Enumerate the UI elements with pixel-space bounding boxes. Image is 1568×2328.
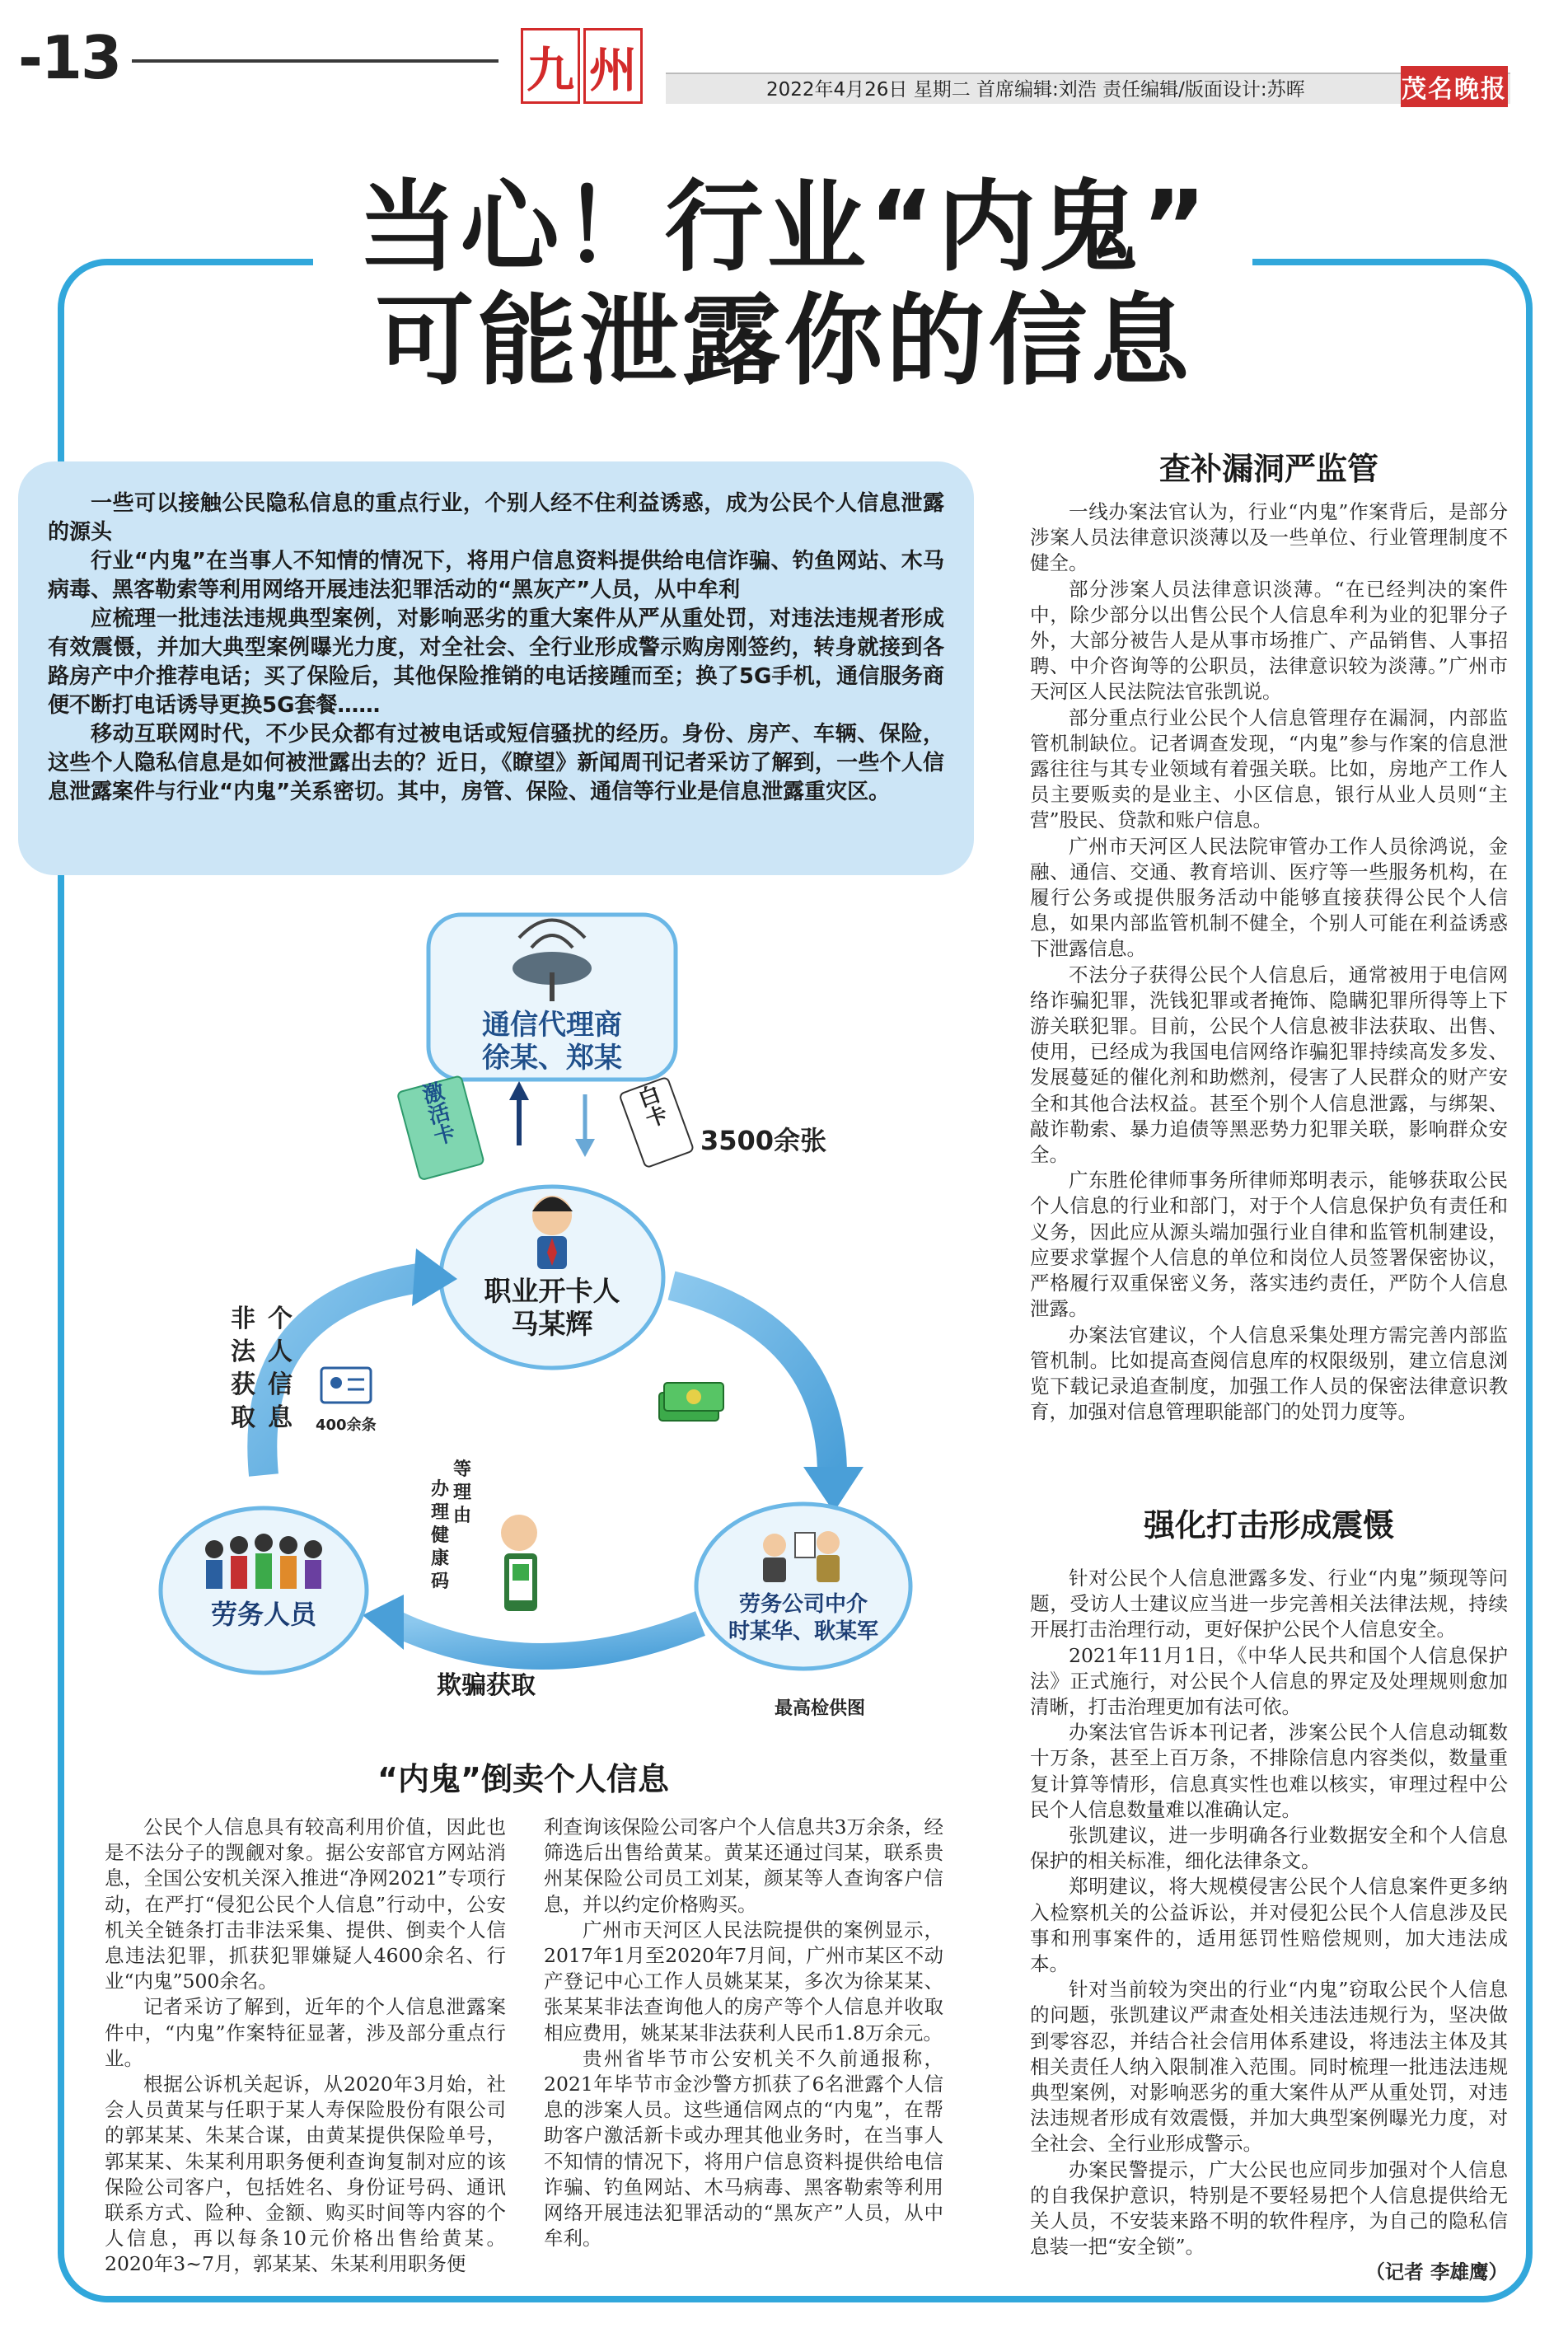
body-paragraph: 利查询该保险公司客户个人信息共3万余条，经筛选后出售给黄某。黄某还通过闫某，联系贵州某保险公司员工刘某，颜某等人查询客户信息，并以约定价格购买。 [544, 1815, 943, 1916]
card-blank-label: 白卡 [631, 1082, 670, 1131]
body-paragraph: 一线办案法官认为，行业“内鬼”作案背后，是部分涉案人员法律意识淡薄以及一些单位、行业管理制度不健全。 [1030, 500, 1508, 575]
count-info: 400余条 [316, 1417, 377, 1434]
lead-paragraph: 一些可以接触公民隐私信息的重点行业，个别人经不住利益诱惑，成为公民个人信息泄露的源头 [48, 491, 944, 545]
lead-paragraph: 行业“内鬼”在当事人不知情的情况下，将用户信息资料提供给电信诈骗、钓鱼网站、木马病毒、黑客勒索等利用网络开展违法犯罪活动的“黑灰产”人员，从中牟利 [48, 549, 944, 602]
node-center-line1: 职业开卡人 [484, 1275, 620, 1307]
body-paragraph: 部分重点行业公民个人信息管理存在漏洞，内部监管机制缺位。记者调查发现，“内鬼”参与作案的信息泄露往往与其专业领域有着强关联。比如，房地产工作人员主要贩卖的是业主、小区信息，银行从业人员则“主营”股民、贷款和账户信息。 [1030, 705, 1508, 832]
right-column-2 [1030, 1566, 1508, 2286]
node-top-line2: 徐某、郑某 [482, 1042, 622, 1075]
node-card-opener [441, 1187, 663, 1368]
image-credit: 最高检供图 [775, 1698, 866, 1719]
card-blank [619, 1077, 694, 1168]
body-paragraph: 办案法官建议，个人信息采集处理方需完善内部监管机制。比如提高查阅信息库的权限级别，建立信息浏览下载记录追查制度，加强工作人员的保密法律意识教育，加强对信息管理职能部门的处罚力度等。 [1030, 1323, 1508, 1424]
body-paragraph: 办案法官告诉本刊记者，涉案公民个人信息动辄数十万条，甚至上百万条，不排除信息内容类似，数量重复计算等情形，信息真实性也难以核实，审理过程中公民个人信息数量难以准确认定。 [1030, 1721, 1508, 1821]
body-paragraph: 部分涉案人员法律意识淡薄。“在已经判决的案件中，除少部分以出售公民个人信息牟利为业的犯罪分子外，大部分被告人是从事市场推广、产品销售、人事招聘、中介咨询等的公职员，法律意识较为淡薄。”广州市天河区人民法院法官张凯说。 [1030, 577, 1508, 704]
body-paragraph: 广州市天河区人民法院审管办工作人员徐鸿说，金融、通信、交通、教育培训、医疗等一些服务机构，在履行公务或提供服务活动中能够直接获得公民个人信息，如果内部监管机制不健全，个别人可能在利益诱惑下泄露信息。 [1030, 834, 1508, 961]
lead-summary-box [18, 461, 974, 875]
body-paragraph: 记者采访了解到，近年的个人信息泄露案件中，“内鬼”作案特征显著，涉及部分重点行业。 [105, 1995, 506, 2070]
arrow-up [509, 1081, 529, 1145]
lead-paragraph: 应梳理一批违法违规典型案例，对影响恶劣的重大案件从严从重处罚，对违法违规者形成有效震慑，并加大典型案例曝光力度，对全社会、全行业形成警示购房刚签约，转身就接到各路房产中介推荐电话；买了保险后，其他保险推销的电话接踵而至；换了5G手机，通信服务商便不断打电话诱导更换5G套餐…… [48, 607, 944, 718]
left-column-2 [544, 1815, 943, 2251]
id-card-icon [321, 1368, 371, 1403]
body-paragraph: 针对当前较为突出的行业“内鬼”窃取公民个人信息的问题，张凯建议严肃查处相关违法违规行为，坚决做到零容忍，并结合社会信用体系建设，将违法主体及其相关责任人纳入限制准入范围。同时梳理一批违法违规典型案例，对影响恶劣的重大案件从严从重处罚，对违法违规者形成有效震慑，并加大典型案例曝光力度，对全社会、全行业形成警示。 [1030, 1978, 1508, 2156]
arrow-bottom-label: 欺骗获取 [437, 1671, 536, 1700]
body-paragraph: 2021年11月1日，《中华人民共和国个人信息保护法》正式施行，对公民个人信息的界定及处理规则愈加清晰，打击治理更加有法可依。 [1030, 1643, 1508, 1719]
byline: （记者 李雄鹰） [1365, 2260, 1508, 2284]
node-right-line1: 劳务公司中介 [738, 1592, 868, 1617]
node-left-label: 劳务人员 [210, 1599, 317, 1630]
body-paragraph: 针对公民个人信息泄露多发、行业“内鬼”频现等问题，受访人士建议应当进一步完善相关法律法规，持续开展打击治理行动，更好保护公民个人信息安全。 [1030, 1567, 1508, 1642]
node-right-line2: 时某华、耿某军 [728, 1619, 879, 1644]
money-icon [659, 1383, 723, 1421]
body-paragraph: 办案民警提示，广大公民也应同步加强对个人信息的自我保护意识，特别是不要轻易把个人信息提供给无关人员，不安装来路不明的软件程序，为自己的隐私信息装一把“安全锁”。 [1030, 2157, 1508, 2259]
phone-health-code-icon [501, 1515, 537, 1611]
arrow-left-label: 非法获取 个人信息 [231, 1305, 293, 1432]
headline-line-2: 可能泄露你的信息 [375, 284, 1193, 399]
body-paragraph: 根据公诉机关起诉，从2020年3月始，社会人员黄某与任职于某人寿保险股份有限公司的郭某某、朱某合谋，由黄某提供保险单号，郭某某、朱某利用职务便利查询复制对应的该保险公司客户，包括姓名、身份证号码、通讯联系方式、险种、金额、购买时间等内容的个人信息，再以每条10元价格出售给黄某。2020年3~7月，郭某某、朱某利用职务便 [105, 2073, 506, 2276]
node-center-line2: 马某辉 [511, 1308, 593, 1340]
masthead-logo: 茂名晚报 [1401, 66, 1508, 107]
phone-label: 等理由 办理健康码 [431, 1459, 472, 1592]
section-heading-insider: “内鬼”倒卖个人信息 [377, 1761, 669, 1797]
section-logo-char-1: 九 [521, 28, 580, 104]
body-paragraph: 张凯建议，进一步明确各行业数据安全和个人信息保护的相关标准，细化法律条文。 [1030, 1824, 1508, 1873]
card-activation [396, 1074, 484, 1180]
header-meta: 2022年4月26日 星期二 首席编辑:刘浩 责任编辑/版面设计:苏晖 [766, 79, 1305, 101]
body-paragraph: 不法分子获得公民个人信息后，通常被用于电信网络诈骗犯罪，洗钱犯罪或者掩饰、隐瞒犯罪所得等上下游关联犯罪。目前，公民个人信息被非法获取、出售、使用，已经成为我国电信网络诈骗犯罪持续高发多发、发展蔓延的催化剂和助燃剂，侵害了人民群众的财产安全和其他合法权益。甚至个别个人信息泄露，与绑架、敲诈勒索、暴力追债等黑恶势力犯罪关联，影响群众安全。 [1030, 963, 1508, 1167]
lead-paragraph: 移动互联网时代，不少民众都有过被电话或短信骚扰的经历。身份、房产、车辆、保险，这些个人隐私信息是如何被泄露出去的？近日，《瞭望》新闻周刊记者采访了解到，一些个人信息泄露案件与行业“内鬼”关系密切。其中，房管、保险、通信等行业是信息泄露重灾区。 [48, 722, 944, 804]
node-top-line1: 通信代理商 [482, 1009, 622, 1042]
body-paragraph: 贵州省毕节市公安机关不久前通报称，2021年毕节市金沙警方抓获了6名泄露个人信息的涉案人员。这些通信网点的“内鬼”，在帮助客户激活新卡或办理其他业务时，在当事人不知情的情况下，将用户信息资料提供给电信诈骗、钓鱼网站、木马病毒、黑客勒索等利用网络开展违法犯罪活动的“黑灰产”人员，从中牟利。 [544, 2046, 943, 2251]
card-activation-label: 激活卡 [416, 1079, 457, 1148]
info-leak-diagram [124, 898, 948, 1722]
body-paragraph: 广东胜伦律师事务所律师郑明表示，能够获取公民个人信息的行业和部门，对于个人信息保护负有责任和义务，因此应从源头端加强行业自律和监管机制建设，应要求掌握个人信息的单位和岗位人员签署保密协议，严格履行双重保密义务，落实违约责任，严防个人信息泄露。 [1030, 1169, 1508, 1321]
section-heading-oversight: 查补漏洞严监管 [1158, 451, 1378, 487]
count-cards: 3500余张 [700, 1125, 827, 1156]
header-rule [132, 59, 498, 63]
section-logo-char-2: 州 [583, 28, 643, 104]
body-paragraph: 郑明建议，将大规模侵害公民个人信息案件更多纳入检察机关的公益诉讼，并对侵犯公民个人信息涉及民事和刑事案件的，适用惩罚性赔偿规则，加大违法成本。 [1030, 1875, 1508, 1976]
node-telecom-agent [428, 915, 676, 1080]
left-column-1 [105, 1815, 506, 2278]
node-labor-agency [696, 1504, 910, 1669]
section-logo [521, 28, 643, 104]
body-paragraph: 公民个人信息具有较高利用价值，因此也是不法分子的觊觎对象。据公安部官方网站消息，全国公安机关深入推进“净网2021”专项行动，在严打“侵犯公民个人信息”行动中，公安机关全链条打击非法采集、提供、倒卖个人信息违法犯罪，抓获犯罪嫌疑人4600余名、行业“内鬼”500余名。 [105, 1815, 506, 1993]
section-heading-crackdown: 强化打击形成震慑 [1143, 1507, 1394, 1543]
body-paragraph: 广州市天河区人民法院提供的案例显示，2017年1月至2020年7月间，广州市某区不动产登记中心工作人员姚某某，多次为徐某某、张某某非法查询他人的房产等个人信息并收取相应费用，姚某某非法获利人民币1.8万余元。 [544, 1918, 943, 2045]
page-number: -13 [18, 23, 121, 92]
headline-line-1: 当心！行业“内鬼” [358, 171, 1210, 285]
node-laborers [161, 1508, 367, 1673]
arrow-down [575, 1094, 595, 1157]
right-column-1 [1030, 499, 1508, 1425]
